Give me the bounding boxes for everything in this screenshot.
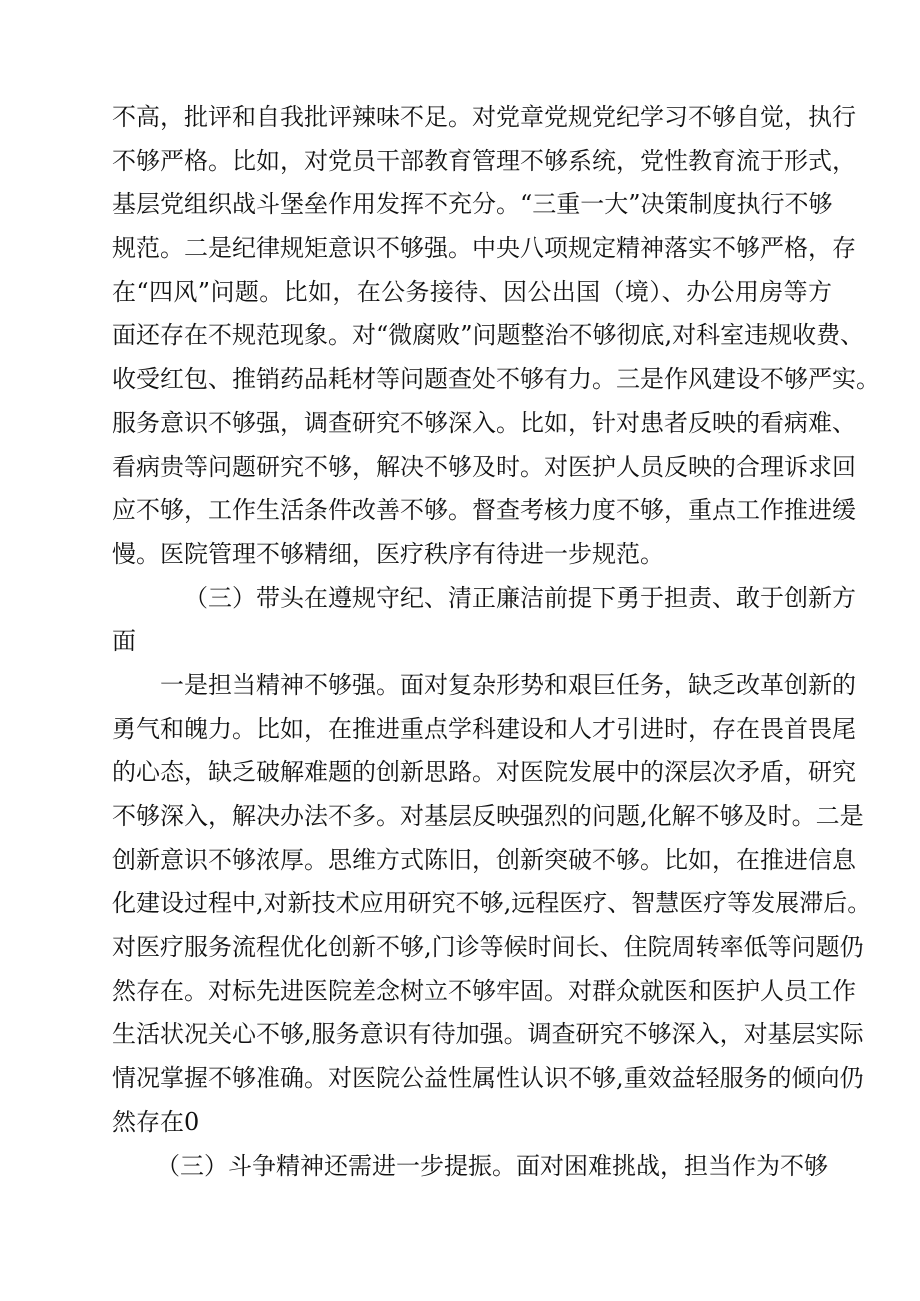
text-line: 勇气和魄力。比如，在推进重点学科建设和人才引进时，存在畏首畏尾 (112, 714, 856, 743)
text-line: 一是担当精神不够强。面对复杂形势和艰巨任务，缺乏改革创新的 (160, 670, 856, 699)
heading-line: （三）带头在遵规守纪、清正廉洁前提下勇于担责、敢于创新方 (184, 583, 856, 612)
text-line: 化建设过程中,对新技术应用研究不够,远程医疗、智慧医疗等发展滞后。 (112, 889, 872, 918)
text-line: 基层党组织战斗堡垒作用发挥不充分。“三重一大”决策制度执行不够 (112, 190, 833, 219)
paragraph-conduct-issues (112, 96, 880, 577)
text-line: 规范。二是纪律规矩意识不够强。中央八项规定精神落实不够严格，存 (112, 234, 856, 263)
paragraph-struggle-spirit (112, 1145, 832, 1189)
text-line: 情况掌握不够准确。对医院公益性属性认识不够,重效益轻服务的倾向仍 (112, 1064, 864, 1093)
section-heading (112, 577, 856, 664)
text-line: 看病贵等问题研究不够，解决不够及时。对医护人员反映的合理诉求回 (112, 452, 856, 481)
text-line: 然存在0 (112, 1107, 200, 1136)
document-body (112, 96, 880, 1188)
text-line: 慢。医院管理不够精细，医疗秩序有待进一步规范。 (112, 539, 664, 568)
text-line: 对医疗服务流程优化创新不够,门诊等候时间长、住院周转率低等问题仍 (112, 933, 864, 962)
text-line: 不够严格。比如，对党员干部教育管理不够系统，党性教育流于形式， (112, 146, 856, 175)
text-line: 服务意识不够强，调查研究不够深入。比如，针对患者反映的看病难、 (112, 408, 856, 437)
text-line: 的心态，缺乏破解难题的创新思路。对医院发展中的深层次矛盾，研究 (112, 758, 856, 787)
text-line: 生活状况关心不够,服务意识有待加强。调查研究不够深入，对基层实际 (112, 1020, 864, 1049)
text-line: 不够深入，解决办法不多。对基层反映强烈的问题,化解不够及时。二是 (112, 802, 864, 830)
text-line: （三）斗争精神还需进一步提振。面对困难挑战，担当作为不够 (156, 1151, 828, 1180)
text-line: 然存在。对标先进医院差念树立不够牢固。对群众就医和医护人员工作 (112, 976, 856, 1005)
text-line: 创新意识不够浓厚。思维方式陈旧，创新突破不够。比如，在推进信息 (112, 845, 856, 874)
text-line: 面还存在不规范现象。对“微腐败”问题整治不够彻底,对科室违规收费、 (112, 321, 865, 350)
text-line: 不高，批评和自我批评辣味不足。对党章党规党纪学习不够自觉，执行 (112, 103, 856, 131)
heading-line: 面 (112, 627, 136, 656)
text-line: 在“四风”问题。比如，在公务接待、因公出国（境）、办公用房等方 (112, 277, 832, 306)
paragraph-innovation-issues (112, 664, 872, 1145)
text-line: 应不够，工作生活条件改善不够。督查考核力度不够，重点工作推进缓 (112, 496, 856, 525)
text-line: 收受红包、推销药品耗材等问题查处不够有力。三是作风建设不够严实。 (112, 365, 880, 394)
